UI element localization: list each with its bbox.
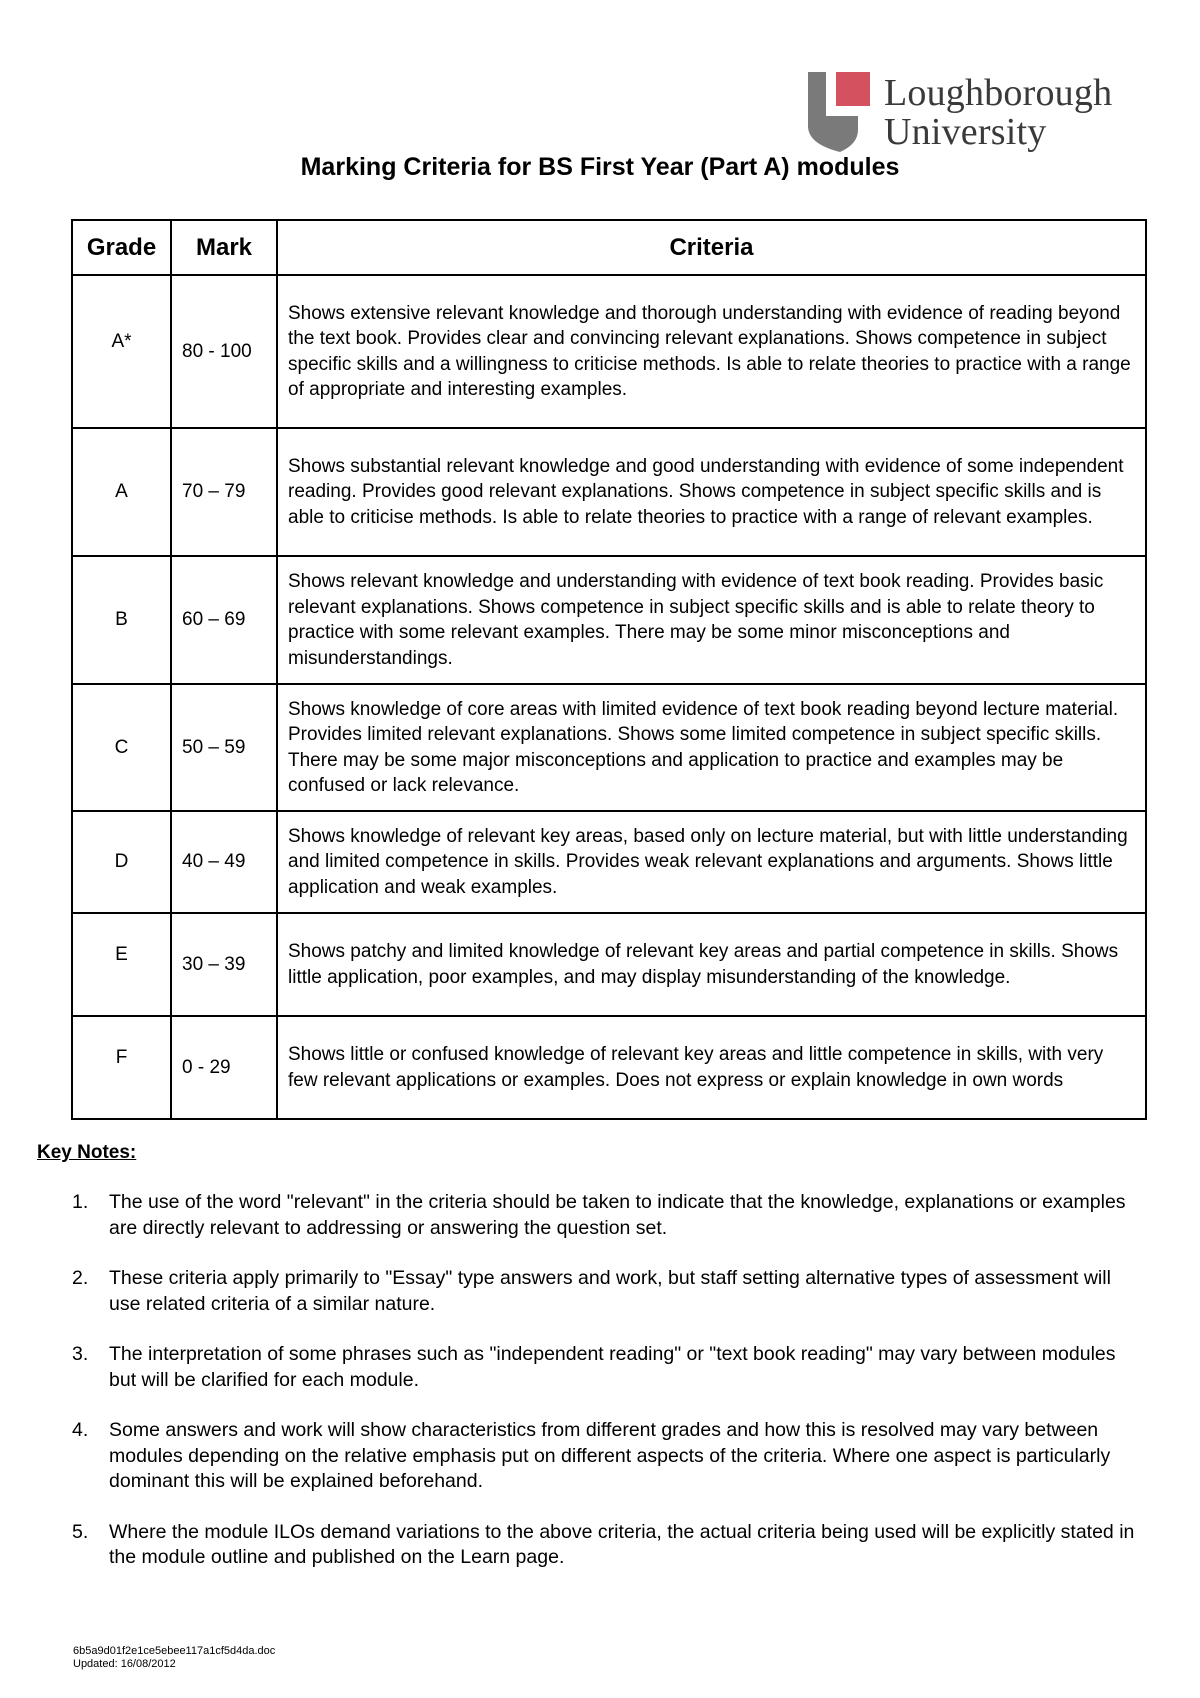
- mark-cell: 0 - 29: [171, 1016, 277, 1119]
- list-item: [37, 1266, 1137, 1317]
- marking-criteria-table: [71, 219, 1147, 1120]
- logo-line-1: Loughborough: [884, 72, 1113, 114]
- mark-cell: 80 - 100: [171, 275, 277, 428]
- note-text: The interpretation of some phrases such as "independent reading" or "text book reading" may vary between modules but will be clarified for each module.: [109, 1343, 1116, 1391]
- criteria-cell: Shows knowledge of relevant key areas, based only on lecture material, but with little understanding and limited competence in skills. Provides weak relevant explanations and arguments. Shows little application and weak examples.: [277, 811, 1146, 913]
- table-row: [72, 913, 1146, 1016]
- table-row: [72, 556, 1146, 684]
- note-text: Where the module ILOs demand variations to the above criteria, the actual criteria being used will be explicitly stated in the module outline and published on the Learn page.: [109, 1520, 1135, 1568]
- table-row: [72, 275, 1146, 428]
- criteria-cell: Shows little or confused knowledge of relevant key areas and little competence in skills, with very few relevant applications or examples. Does not express or explain knowledge in own words: [277, 1016, 1146, 1119]
- table-row: [72, 1016, 1146, 1119]
- note-number: 3.: [72, 1343, 89, 1365]
- grade-cell: D: [72, 811, 171, 913]
- university-logo: [808, 72, 1138, 152]
- criteria-cell: Shows knowledge of core areas with limited evidence of text book reading beyond lecture material. Provides limited relevant explanations. Shows some limited competence in subject specific skills. There may be some major misconceptions and application to practice and examples may be confused or lack relevance.: [277, 684, 1146, 811]
- footer-filename: 6b5a9d01f2e1ce5ebee117a1cf5d4da.doc: [73, 1645, 276, 1657]
- table-row: [72, 428, 1146, 556]
- list-item: [37, 1520, 1137, 1571]
- note-number: 4.: [72, 1419, 89, 1441]
- table-row: [72, 684, 1146, 811]
- grade-value: E: [115, 943, 128, 965]
- grade-cell: [72, 1016, 171, 1119]
- grade-cell: C: [72, 684, 171, 811]
- mark-cell: 40 – 49: [171, 811, 277, 913]
- logo-line-2: University: [884, 111, 1047, 153]
- grade-value: F: [115, 1046, 128, 1068]
- note-text: Some answers and work will show characteristics from different grades and how this is resolved may vary between modules depending on the relative emphasis put on different aspects of the criteria. Where one aspect is particularly dominant this will be explained beforehand.: [109, 1419, 1111, 1492]
- mark-cell: 50 – 59: [171, 684, 277, 811]
- note-number: 5.: [72, 1520, 89, 1543]
- grade-value: A*: [111, 330, 132, 352]
- mark-cell: 70 – 79: [171, 428, 277, 556]
- table-header-row: [72, 220, 1146, 275]
- university-crest-icon: [808, 72, 872, 152]
- key-notes-heading: Key Notes:: [37, 1142, 137, 1163]
- note-text: These criteria apply primarily to "Essay" type answers and work, but staff setting alternative types of assessment will use related criteria of a similar nature.: [109, 1267, 1111, 1315]
- mark-cell: 60 – 69: [171, 556, 277, 684]
- page-title: Marking Criteria for BS First Year (Part A) modules: [300, 153, 900, 181]
- logo-wordmark: [884, 74, 1112, 152]
- footer-updated: Updated: 16/08/2012: [73, 1658, 176, 1670]
- grade-cell: [72, 275, 171, 428]
- grade-cell: B: [72, 556, 171, 684]
- note-number: 2.: [72, 1267, 89, 1289]
- criteria-cell: Shows patchy and limited knowledge of relevant key areas and partial competence in skills. Shows little application, poor examples, and may display misunderstanding of the knowledge.: [277, 913, 1146, 1016]
- grade-cell: [72, 913, 171, 1016]
- note-number: 1.: [72, 1191, 89, 1213]
- list-item: [37, 1190, 1137, 1241]
- note-text: The use of the word "relevant" in the criteria should be taken to indicate that the knowledge, explanations or examples are directly relevant to addressing or answering the question set.: [109, 1191, 1126, 1239]
- key-notes-list: [37, 1190, 1137, 1596]
- list-item: [37, 1418, 1137, 1495]
- criteria-cell: Shows relevant knowledge and understanding with evidence of text book reading. Provides basic relevant explanations. Shows competence in subject specific skills and is able to relate theory to practice with some relevant examples. There may be some minor misconceptions and misunderstandings.: [277, 556, 1146, 684]
- criteria-cell: Shows substantial relevant knowledge and good understanding with evidence of some independent reading. Provides good relevant explanations. Shows competence in subject specific skills and is able to criticise methods. Is able to relate theories to practice with a range of relevant examples.: [277, 428, 1146, 556]
- header-mark: Mark: [171, 220, 277, 275]
- criteria-cell: Shows extensive relevant knowledge and thorough understanding with evidence of reading beyond the text book. Provides clear and convincing relevant explanations. Shows competence in subject specific skills and a willingness to criticise methods. Is able to relate theories to practice with a range of appropriate and interesting examples.: [277, 275, 1146, 428]
- header-criteria: Criteria: [277, 220, 1146, 275]
- list-item: [37, 1342, 1137, 1393]
- grade-cell: A: [72, 428, 171, 556]
- document-footer: [73, 1645, 275, 1671]
- table-row: [72, 811, 1146, 913]
- mark-cell: 30 – 39: [171, 913, 277, 1016]
- header-grade: Grade: [72, 220, 171, 275]
